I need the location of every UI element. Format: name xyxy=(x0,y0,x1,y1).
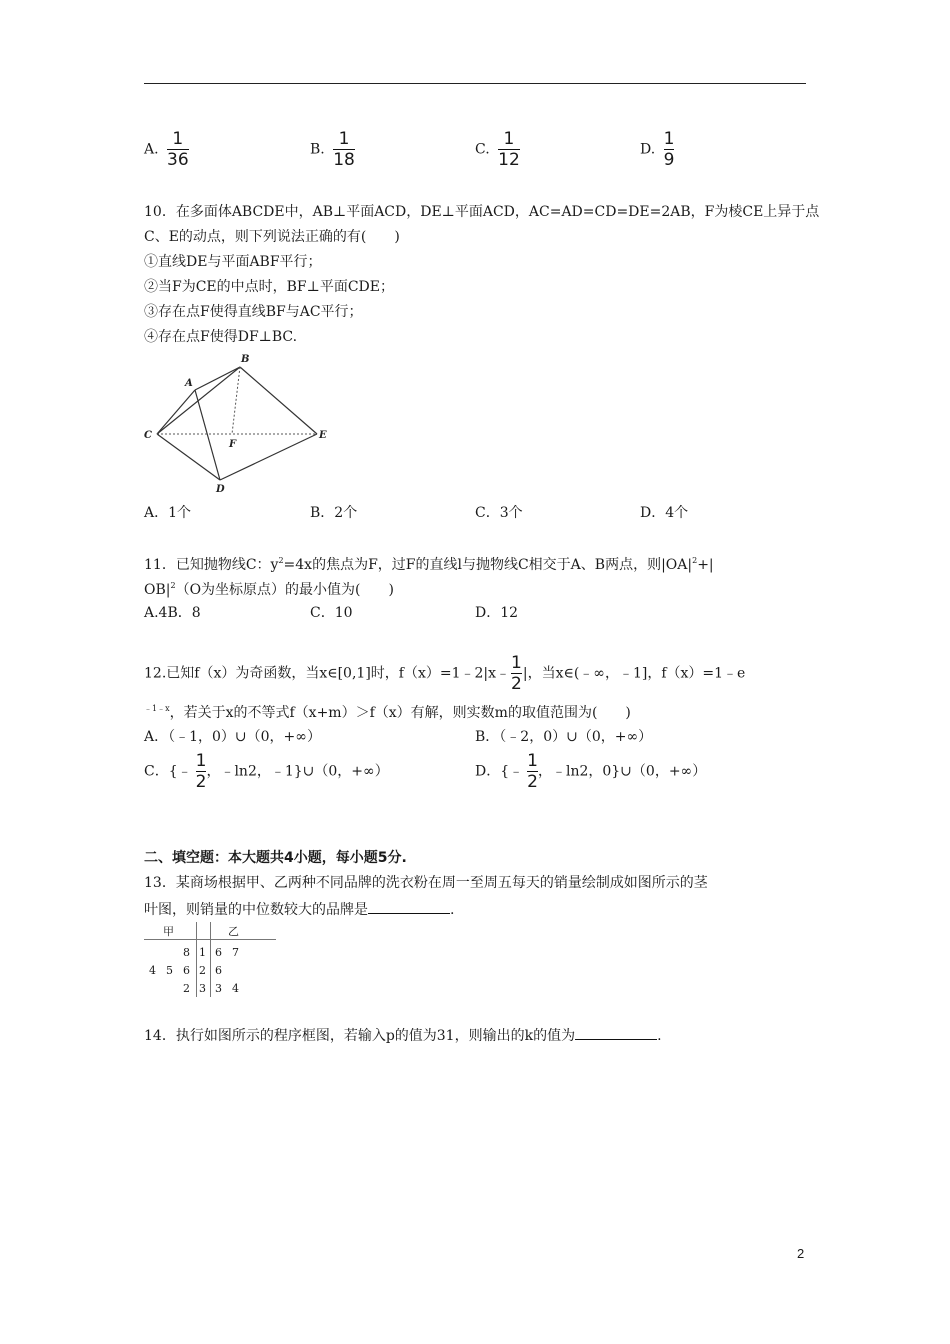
leaf-left xyxy=(161,943,178,961)
edge-bf-hidden xyxy=(232,367,240,434)
section-heading: 二、填空题：本大题共4小题，每小题5分. xyxy=(144,850,407,866)
header-rule xyxy=(144,83,806,84)
leaf-right xyxy=(227,961,244,979)
edge-ca xyxy=(157,390,195,434)
q13-period: . xyxy=(450,902,455,918)
leaf-right: 6 xyxy=(215,945,222,959)
edge-ad xyxy=(195,390,220,480)
stem-value: 2 xyxy=(199,963,206,977)
q11-text-b: =4x的焦点为F，过F的直线l与抛物线C相交于A、B两点，则|OA| xyxy=(283,557,693,573)
q13-text: 叶图，则销量的中位数较大的品牌是 xyxy=(144,902,368,918)
option-text: D．{﹣ xyxy=(475,763,524,780)
denominator: 36 xyxy=(167,150,189,170)
denominator: 9 xyxy=(663,150,675,170)
denominator: 2 xyxy=(527,772,538,792)
q12-sup: ﹣1﹣x xyxy=(144,704,170,713)
option-text: C．{﹣ xyxy=(144,763,192,780)
plot-row xyxy=(144,943,244,961)
label-f: F xyxy=(229,439,237,450)
leaf-left: 2 xyxy=(183,981,190,995)
numerator: 1 xyxy=(663,129,675,149)
label-a: A xyxy=(185,378,193,389)
option-text: ，﹣ln2，﹣1}∪（0，+∞） xyxy=(206,763,389,780)
q13-stem-line1: 13．某商场根据甲、乙两种不同品牌的洗衣粉在周一至周五每天的销量绘制成如图所示的茎 xyxy=(144,875,708,891)
q10-stem-line2: C、E的动点，则下列说法正确的有( ) xyxy=(144,229,400,245)
q11-text-e: （O为坐标原点）的最小值为( ) xyxy=(175,582,394,598)
q11-text-c: +| xyxy=(697,557,714,573)
fraction xyxy=(167,130,189,169)
leaf-right: 7 xyxy=(232,945,239,959)
fraction-half xyxy=(511,654,522,693)
q10-statement-4: ④存在点F使得DF⊥BC. xyxy=(144,329,298,345)
denominator: 18 xyxy=(333,150,355,170)
q11-sup: 2 xyxy=(278,556,284,565)
q11-option-ab[interactable]: A.4B．8 xyxy=(144,605,201,621)
q11-sup: 2 xyxy=(692,556,698,565)
q10-option-b[interactable]: B．2个 xyxy=(310,505,358,521)
leaf-left xyxy=(161,979,178,997)
q12-option-c[interactable] xyxy=(144,752,389,791)
stem-value: 3 xyxy=(199,981,206,995)
stem-leaf-table xyxy=(144,943,244,997)
q14-stem xyxy=(144,1025,662,1045)
option-label: A. xyxy=(144,141,159,158)
denominator: 2 xyxy=(511,674,522,694)
q10-option-a[interactable]: A．1个 xyxy=(144,505,192,521)
leaf-left: 8 xyxy=(183,945,190,959)
q12-option-a[interactable]: A．（﹣1，0）∪（0，+∞） xyxy=(144,729,321,745)
q12-stem-line1 xyxy=(144,654,745,694)
numerator: 1 xyxy=(511,653,522,673)
answer-blank[interactable] xyxy=(575,1025,657,1040)
q9-option-d[interactable] xyxy=(640,130,674,169)
fraction xyxy=(664,130,675,169)
fraction xyxy=(498,130,520,169)
fraction-half xyxy=(196,752,207,791)
q9-option-c[interactable] xyxy=(475,130,520,169)
denominator: 2 xyxy=(195,772,207,792)
edge-cd xyxy=(157,434,220,480)
fraction xyxy=(333,130,355,169)
numerator: 1 xyxy=(338,129,350,149)
label-b: B xyxy=(241,354,250,365)
numerator: 1 xyxy=(527,751,538,771)
option-label: C. xyxy=(475,141,490,158)
leaf-left: 5 xyxy=(166,963,173,977)
plot-header-right: 乙 xyxy=(228,925,239,938)
q11-option-d[interactable]: D．12 xyxy=(475,605,519,621)
leaf-left xyxy=(144,979,161,997)
leaf-left: 6 xyxy=(183,963,190,977)
denominator: 12 xyxy=(498,150,520,170)
numerator: 1 xyxy=(195,751,207,771)
label-e: E xyxy=(319,430,327,441)
q10-statement-3: ③存在点F使得直线BF与AC平行； xyxy=(144,304,363,320)
option-text: ，﹣ln2，0}∪（0，+∞） xyxy=(537,763,707,780)
q11-option-c[interactable]: C．10 xyxy=(310,605,353,621)
leaf-left xyxy=(144,943,161,961)
edge-be xyxy=(240,367,317,434)
q12-text-b: |，当x∈(﹣∞，﹣1]，f（x）=1﹣e xyxy=(522,665,746,682)
plot-row xyxy=(144,979,244,997)
q12-option-b[interactable]: B．（﹣2，0）∪（0，+∞） xyxy=(475,729,653,745)
edge-ab xyxy=(195,367,240,390)
q10-option-c[interactable]: C．3个 xyxy=(475,505,523,521)
q11-sup: 2 xyxy=(170,581,176,590)
q12-stem-line2 xyxy=(144,700,631,722)
q9-option-a[interactable] xyxy=(144,130,189,169)
numerator: 1 xyxy=(172,129,184,149)
page-number: 2 xyxy=(797,1246,805,1261)
leaf-left: 4 xyxy=(149,963,156,977)
q12-option-d[interactable] xyxy=(475,752,706,791)
option-label: D. xyxy=(640,141,656,158)
polyhedron-figure xyxy=(140,350,340,496)
stem-value: 1 xyxy=(199,945,206,959)
q10-stem-line1: 10．在多面体ABCDE中，AB⊥平面ACD，DE⊥平面ACD，AC=AD=CD=DE=2AB，F为棱CE上异于点 xyxy=(144,204,820,220)
plot-row xyxy=(144,961,244,979)
q9-option-b[interactable] xyxy=(310,130,355,169)
q11-text-a: 11．已知抛物线C：y xyxy=(144,557,279,573)
label-c: C xyxy=(144,430,152,441)
q10-statement-2: ②当F为CE的中点时，BF⊥平面CDE； xyxy=(144,279,394,295)
q13-stem-line2 xyxy=(144,899,454,919)
q12-text-a: 12.已知f（x）为奇函数，当x∈[0,1]时，f（x）=1﹣2|x﹣ xyxy=(144,665,511,682)
q14-text: 14．执行如图所示的程序框图，若输入p的值为31，则输出的k的值为 xyxy=(144,1028,576,1044)
answer-blank[interactable] xyxy=(368,899,450,914)
q10-statement-1: ①直线DE与平面ABF平行； xyxy=(144,254,322,270)
q11-stem-line2 xyxy=(144,577,394,599)
plot-header-left: 甲 xyxy=(163,925,174,938)
option-label: B. xyxy=(310,141,325,158)
q14-period: . xyxy=(657,1028,662,1044)
leaf-right: 4 xyxy=(232,981,239,995)
label-d: D xyxy=(216,484,225,495)
leaf-right: 3 xyxy=(215,981,222,995)
q11-text-d: OB| xyxy=(144,582,171,598)
q10-option-d[interactable]: D．4个 xyxy=(640,505,689,521)
numerator: 1 xyxy=(503,129,515,149)
leaf-right: 6 xyxy=(215,963,222,977)
q11-stem-line1 xyxy=(144,552,714,574)
q12-text-c: ，若关于x的不等式f（x+m）＞f（x）有解，则实数m的取值范围为( ) xyxy=(169,705,631,721)
fraction-half xyxy=(527,752,538,791)
